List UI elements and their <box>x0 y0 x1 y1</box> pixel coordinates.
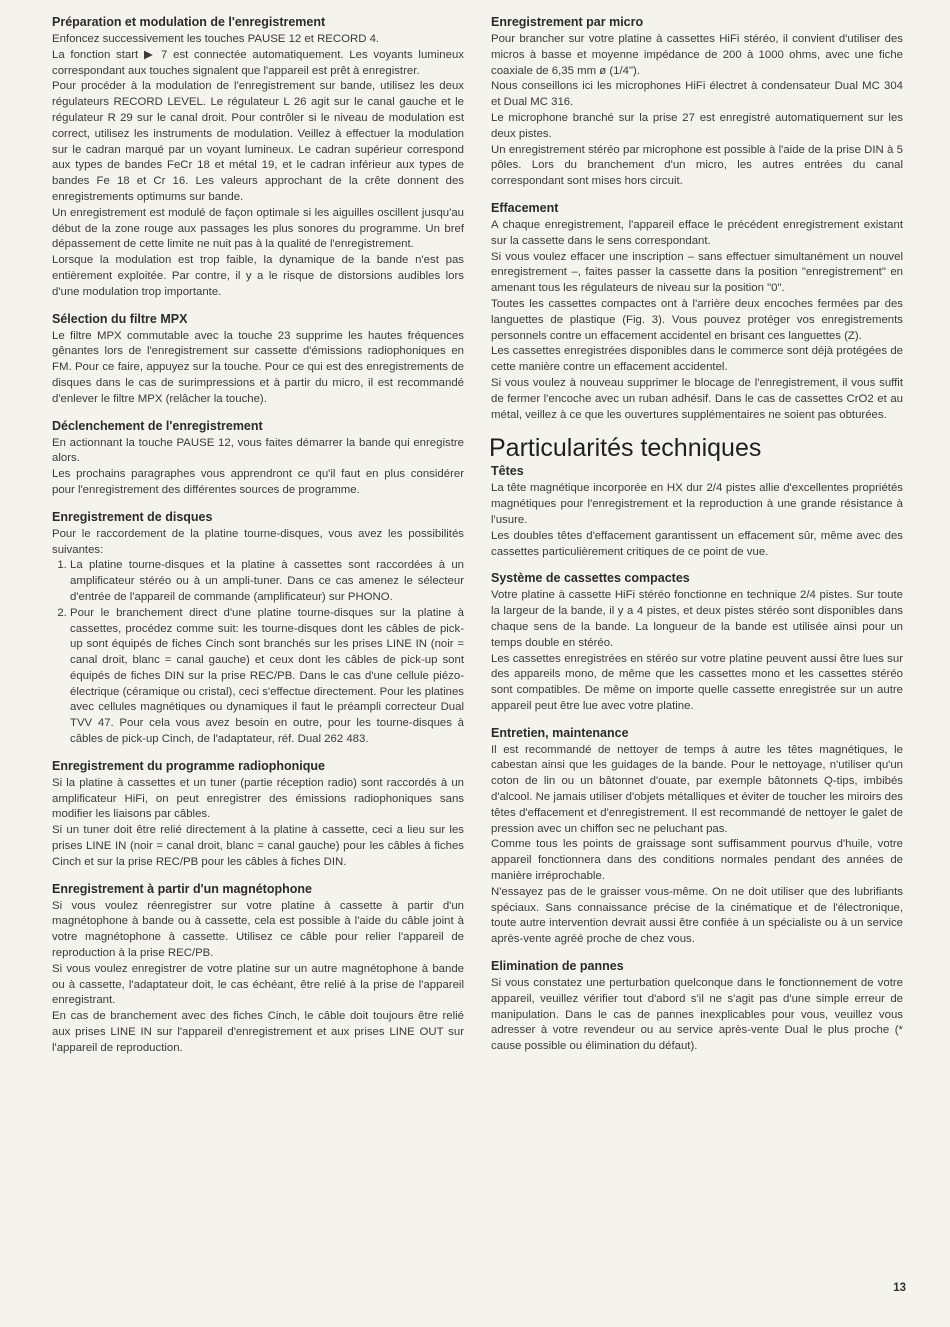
paragraph: Pour procéder à la modulation de l'enregistrement sur bande, utilisez les deux régulateurs RECORD LEVEL. Le régulateur L 26 agit sur le canal gauche et le régulateur R 29 sur le canal droit. Pour contrôler si le niveau de modulation est correct, utilisez les instruments de modulation. Veillez à effectuer la modulation sur le cadran marqué par un voyant lumineux. Le cadran supérieur correspond aux types de bandes FeCr 18 et métal 19, et le cadran inférieur aux types de bandes Fe 18 et Cr 16. Les valeurs approchant de la crête donnent des enregistrements optimums sur bande. <box>52 80 464 203</box>
paragraph: Si vous voulez enregistrer de votre platine sur un autre magnétophone à bande ou à cassette, l'adaptateur doit, le cas échéant, être relié à la prise de l'appareil enregistrant. <box>52 962 464 1007</box>
section-micro <box>491 14 903 190</box>
paragraph: Les prochains paragraphes vous apprendront ce qu'il faut en plus considérer pour l'enregistrement des différentes sources de programme. <box>52 468 464 496</box>
page-number: 13 <box>893 1282 906 1294</box>
paragraph: Si vous constatez une perturbation quelconque dans le fonctionnement de votre appareil, veuillez vérifier tout d'abord s'il ne s'agit pas d'une simple erreur de manipulation. Dans le cas de pannes inexplicables pour vous, veuillez vous adresser à votre revendeur ou au service après-vente Dual le plus proche (* cause possible ou élimination du défaut). <box>491 977 903 1053</box>
section-systeme-cassettes <box>491 570 903 714</box>
paragraph: Les cassettes enregistrées disponibles dans le commerce sont déjà protégées de cette manière contre un effacement accidentel. <box>491 345 903 374</box>
paragraph: La fonction start ▶ 7 est connectée automatiquement. Les voyants lumineux correspondant aux touches signalent que l'appareil est prêt à enregistrer. <box>52 48 464 77</box>
section-pannes <box>491 958 903 1055</box>
section-heading: Enregistrement par micro <box>491 15 644 29</box>
section-tetes <box>491 463 903 560</box>
paragraph: Votre platine à cassette HiFi stéréo fonctionne en technique 2/4 pistes. Sur toute la largeur de la bande, il y a 4 pistes, et deux pistes stéréo sont disponibles dans chaque sens de la bande. La longueur de la bande est utilisée ainsi pour un temps double en stéréo. <box>491 589 903 649</box>
section-heading: Sélection du filtre MPX <box>52 311 188 326</box>
list-item: 1. La platine tourne-disques et la platine à cassettes sont raccordées à un amplificateur stéréo ou à un ampli-tuner. Dans ce cas amenez le sélecteur d'entrée de l'appareil de commande (amplificateur) sur PHONO. <box>70 558 464 605</box>
paragraph: En actionnant la touche PAUSE 12, vous faites démarrer la bande qui enregistre alors. <box>52 436 464 465</box>
paragraph: Les cassettes enregistrées en stéréo sur votre platine peuvent aussi être lues sur des appareils mono, de même que les cassettes mono et les cassettes stéréo sont compatibles. De même on importe quelle cassette enregistrée sur un autre appareil peut être lue avec votre platine. <box>491 652 903 712</box>
list-item: 2. Pour le branchement direct d'une platine tourne-disques sur la platine à cassettes, procédez comme suit: les tourne-disques dont les câbles de pick-up sont équipés de fiches Cinch sont branchés sur les prises LINE IN (noir = canal droit, blanc = canal gauche) et ceux dont les câbles de pick-up sont équipés de fiches DIN sur la prise REC/PB. Dans le cas d'une cellule piézo-électrique (céramique ou cristal), ceci s'effectue directement. Pour les platines avec cellules magnétiques ou dynamiques il faut le préampli correcteur Dual TVV 47. Pour cela vous avez besoin en outre, pour les tourne-disques à câbles de pick-up Cinch, de l'adaptateur, réf. Dual 262 483. <box>70 606 464 748</box>
section-effacement <box>491 200 903 423</box>
section-heading: Enregistrement du programme radiophonique <box>52 758 325 773</box>
paragraph: Les doubles têtes d'effacement garantissent un effacement sûr, même avec des cassettes particulièrement critiques de ce point de vue. <box>491 529 903 558</box>
section-heading: Entretien, maintenance <box>491 725 629 740</box>
paragraph: Comme tous les points de graissage sont suffisamment pourvus d'huile, votre appareil fonctionnera dans des conditions normales pendant des années de manière irréprochable. <box>491 838 903 883</box>
section-entretien <box>491 725 903 948</box>
paragraph: Si vous voulez effacer une inscription – sans effectuer simultanément un nouvel enregistrement –, faites passer la cassette dans la position "enregistrement" en amenant tous les régulateurs de niveau sur la position "0". <box>491 250 903 295</box>
section-declenchement <box>52 418 464 499</box>
paragraph: Toutes les cassettes compactes ont à l'arrière deux encoches fermées par des languettes de plastique (Fig. 3). Vous pouvez protéger vos enregistrements personnels contre un effacement accidentel en brisant ces languettes (Z). <box>491 297 903 342</box>
section-heading: Déclenchement de l'enregistrement <box>52 418 263 433</box>
chapter-title: Particularités techniques <box>489 434 762 463</box>
section-radio <box>52 758 464 871</box>
section-heading: Système de cassettes compactes <box>491 571 690 586</box>
section-disques <box>52 509 464 748</box>
paragraph: N'essayez pas de le graisser vous-même. On ne doit utiliser que des lubrifiants spéciaux. Sans connaissance précise de la cinématique et de l'électronique, toute autre intervention devrait aussi être confiée à un spécialiste ou à un service après-vente agréé proche de chez vous. <box>491 885 903 946</box>
section-preparation <box>52 14 464 301</box>
paragraph: Enfoncez successivement les touches PAUSE 12 et RECORD 4. <box>52 33 380 45</box>
section-mpx-filter <box>52 311 464 408</box>
paragraph: Un enregistrement est modulé de façon optimale si les aiguilles oscillent jusqu'au début de la zone rouge aux passages les plus sonores du programme. Un bref dépassement de cette limite ne nuit pas à la qualité de l'enregistrement. <box>52 206 464 251</box>
paragraph: En cas de branchement avec des fiches Cinch, le câble doit toujours être relié aux prises LINE IN sur l'appareil d'enregistrement et aux prises LINE OUT sur l'appareil de reproduction. <box>52 1010 464 1054</box>
paragraph: Le filtre MPX commutable avec la touche 23 supprime les hautes fréquences gênantes lors de l'enregistrement sur cassette d'émissions radiophoniques en FM. Pour ce faire, appuyez sur la touche. Pour ce qui est des enregistrements de disques dans le cas de surimpressions et à partir du micro, il est recommandé d'enlever le filtre MPX (relâcher la touche). <box>52 329 464 405</box>
paragraph: Le microphone branché sur la prise 27 est enregistré automatiquement sur les deux pistes. <box>491 111 903 140</box>
paragraph: Lorsque la modulation est trop faible, la dynamique de la bande n'est pas entièrement exploitée. Par contre, il y a le risque de distorsions audibles lors d'une modulation trop importante. <box>52 254 464 298</box>
section-heading: Elimination de pannes <box>491 959 624 974</box>
section-heading: Têtes <box>491 464 524 479</box>
left-column <box>52 14 464 1067</box>
paragraph: Un enregistrement stéréo par microphone est possible à l'aide de la prise DIN à 5 pôles. Lors du branchement d'un micro, les autres entrées du canal correspondant sont mises hors circuit. <box>491 143 903 188</box>
paragraph: Nous conseillons ici les microphones HiFi électret à condensateur Dual MC 304 et Dual MC 316. <box>491 80 903 109</box>
paragraph: A chaque enregistrement, l'appareil efface le précédent enregistrement existant sur la cassette dans le sens correspondant. <box>491 218 903 247</box>
paragraph: Pour le raccordement de la platine tourne-disques, vous avez les possibilités suivantes: <box>52 527 464 556</box>
paragraph: Pour brancher sur votre platine à cassettes HiFi stéréo, il convient d'utiliser des micros à basse et moyenne impédance de 200 à 1000 ohms, avec une fiche coaxiale de 6,35 mm ø (1/4"). <box>491 33 903 77</box>
section-magnetophone <box>52 881 464 1057</box>
section-heading: Enregistrement de disques <box>52 509 213 524</box>
paragraph: La tête magnétique incorporée en HX dur 2/4 pistes allie d'excellentes propriétés magnétiques pour l'enregistrement et la reproduction à une grande résistance à l'usure. <box>491 482 903 526</box>
paragraph: Il est recommandé de nettoyer de temps à autre les têtes magnétiques, le cabestan ainsi que les guidages de la bande. Pour le nettoyage, n'utiliser qu'un coton de lin ou un bâtonnet d'ouate, par exemple bâtonnets Q-tips, imbibés d'alcool. Ne jamais utiliser d'objets métalliques et éviter de toucher les miroirs des têtes d'effacement et d'enregistrement. Il est recommandé de nettoyer le galet de pression avec un chiffon sec ne peluchant pas. <box>491 743 903 835</box>
numbered-list <box>52 558 464 748</box>
right-column <box>491 14 903 1065</box>
section-heading: Enregistrement à partir d'un magnétophone <box>52 881 312 896</box>
paragraph: Si vous voulez réenregistrer sur votre platine à cassette à partir d'un magnétophone à bande ou à cassette, cela est possible à l'aide du câble joint à votre magnétophone à cassette. Utilisez ce câble pour relier l'appareil de reproduction à la prise REC/PB. <box>52 899 464 960</box>
paragraph: Si un tuner doit être relié directement à la platine à cassette, ceci a lieu sur les prises LINE IN (noir = canal droit, blanc = canal gauche) pour les câbles à fiches Cinch et sur la prise REC/PB pour les câbles à fiches DIN. <box>52 824 464 868</box>
section-heading: Préparation et modulation de l'enregistrement <box>52 15 326 29</box>
paragraph: Si la platine à cassettes et un tuner (partie réception radio) sont raccordés à un amplificateur HiFi, on peut enregistrer des émissions radiophoniques sans modifier les liaisons par câbles. <box>52 776 464 821</box>
section-heading: Effacement <box>491 200 559 215</box>
paragraph: Si vous voulez à nouveau supprimer le blocage de l'enregistrement, il vous suffit de fermer l'encoche avec un ruban adhésif. Dans le cas de cassettes CrO2 et au métal, veillez à ce que les ouvertures supplémentaires ne soient pas obturées. <box>491 376 903 421</box>
